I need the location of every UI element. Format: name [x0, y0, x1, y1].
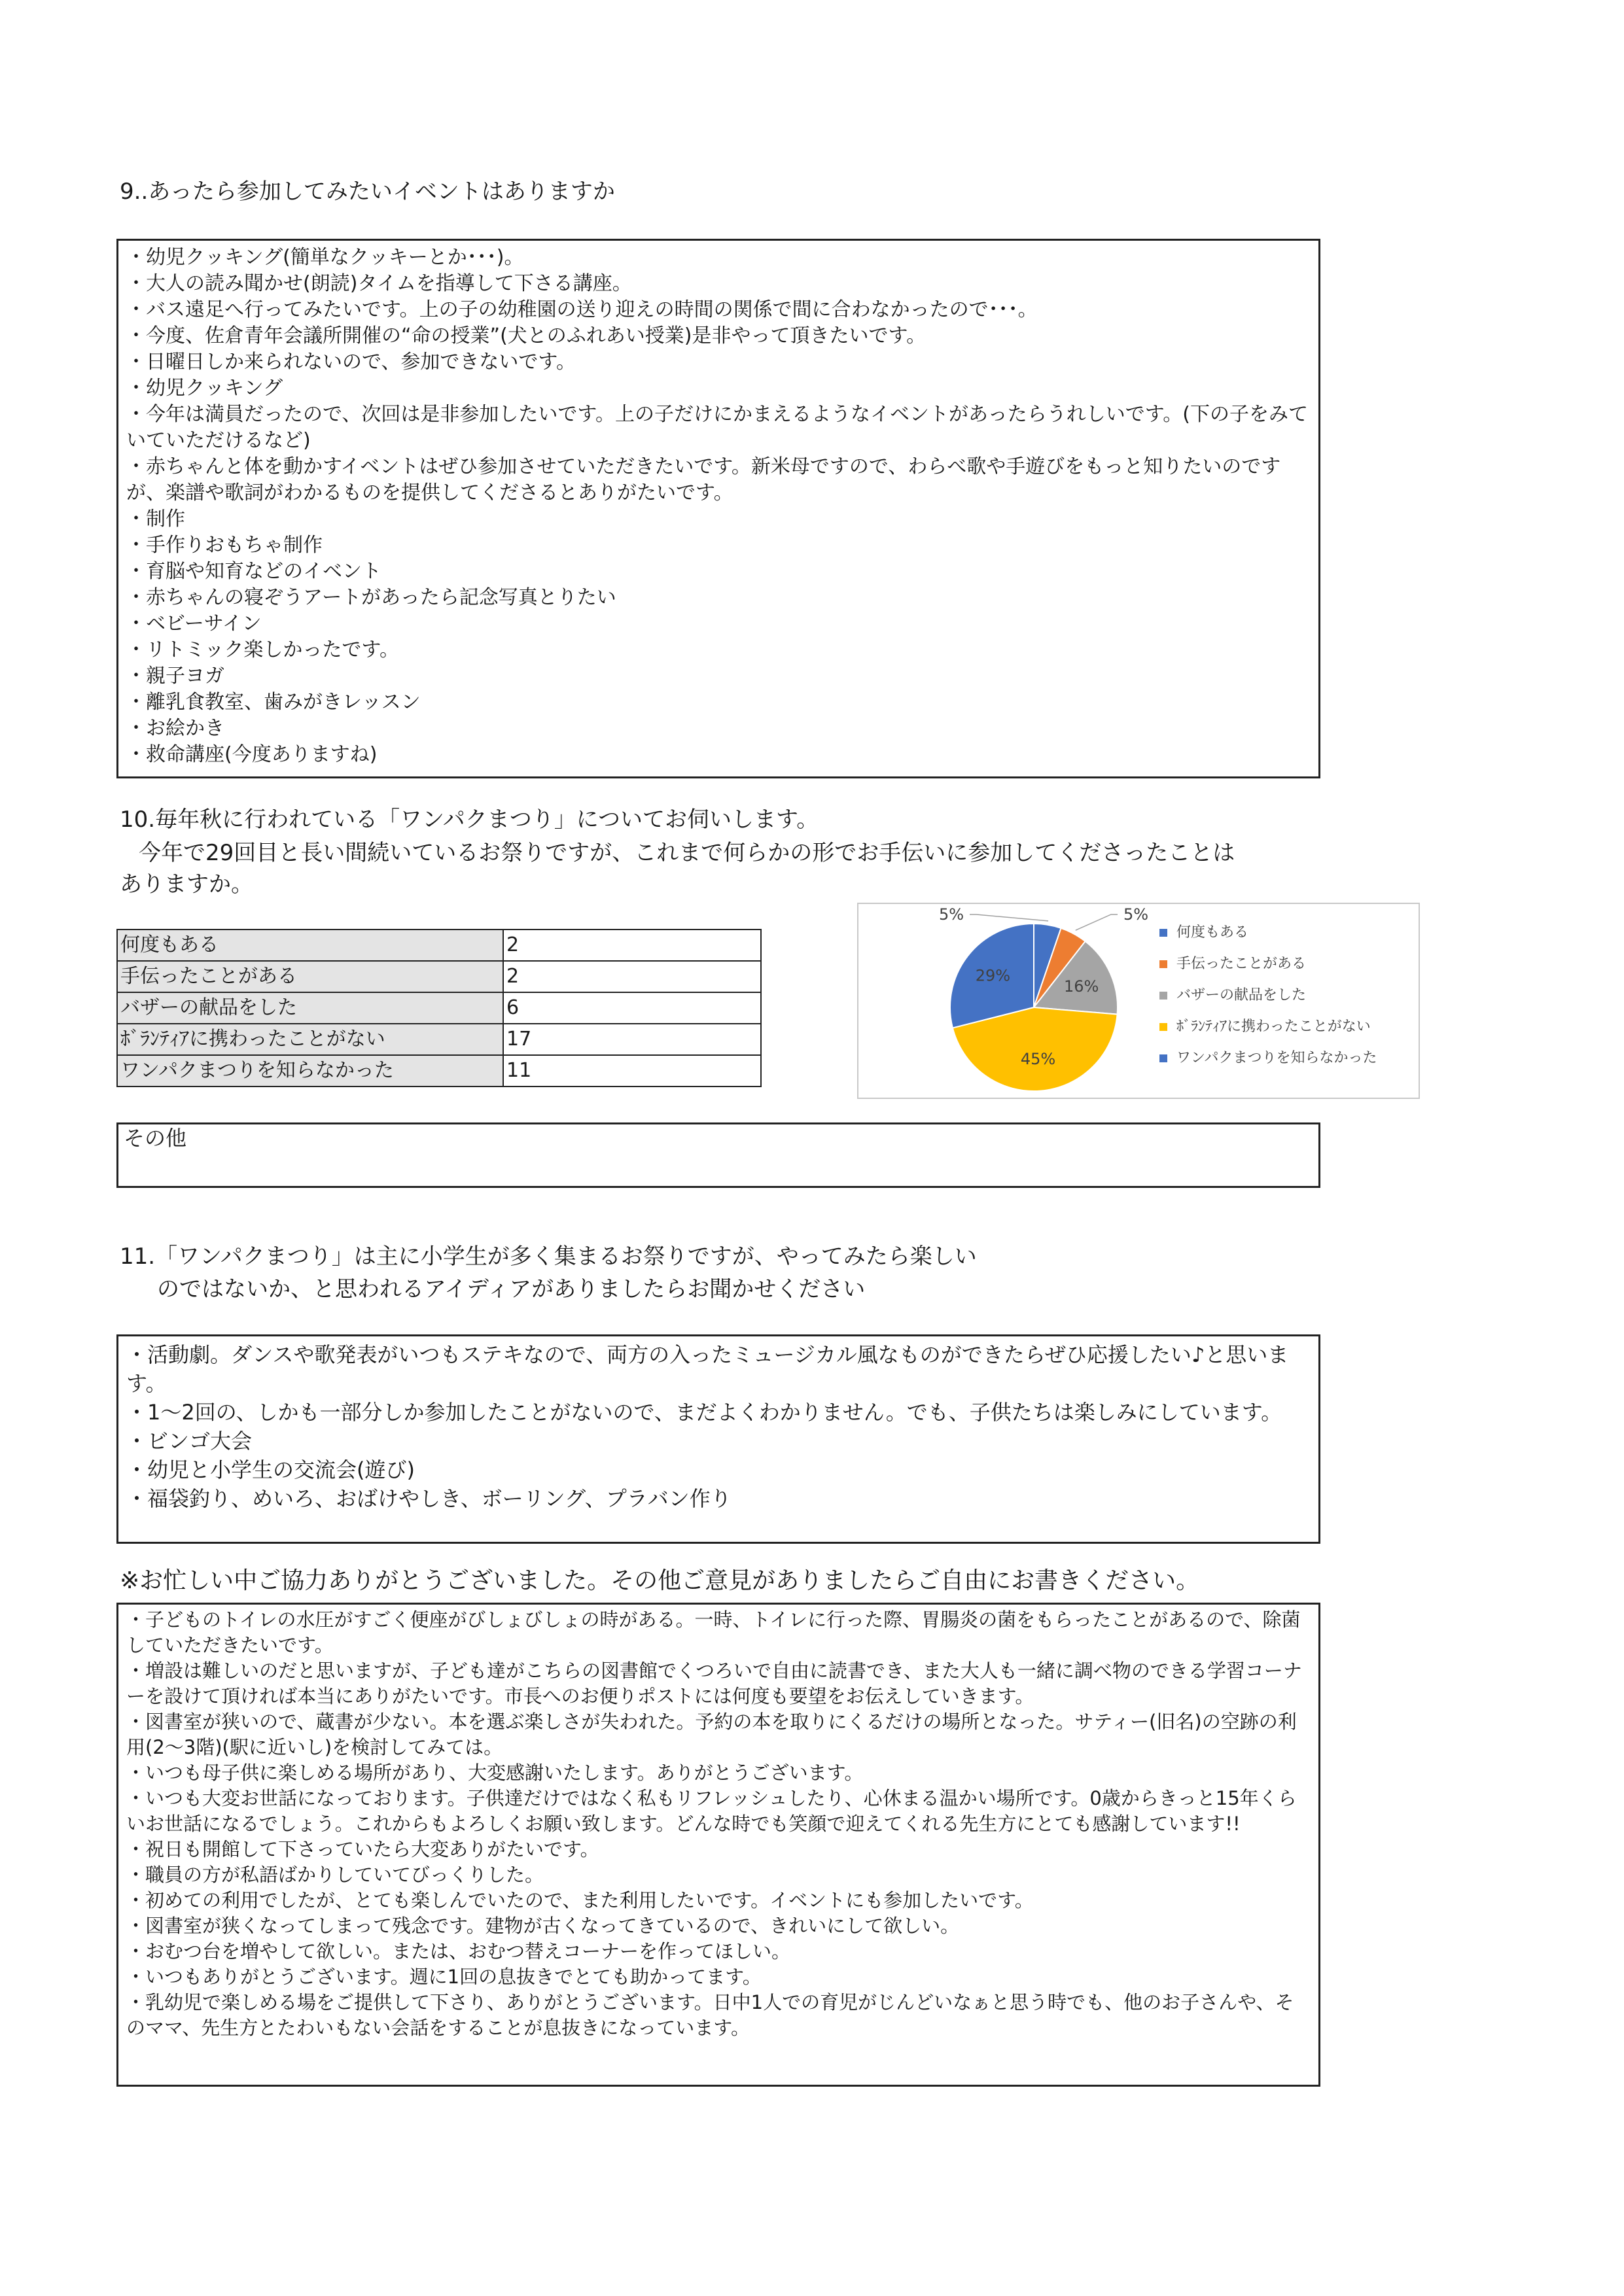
table-cell-label: 何度もある: [117, 930, 503, 961]
legend-item: [1159, 955, 1377, 973]
list-item: ・初めての利用でしたが、とても楽しんでいたので、また利用したいです。イベントにも参加したいです。: [126, 1889, 1034, 1911]
list-item: ・いつも母子供に楽しめる場所があり、大変感謝いたします。ありがとうございます。: [126, 1762, 864, 1784]
list-item: ・増設は難しいのだと思いますが、子ども達がこちらの図書館でくつろいで自由に読書でき、また大人も一緒に調べ物のできる学習コーナーを設けて頂ければ本当にありがたいです。市長へのお便りポストには何度も要望をお伝えしていきます。: [126, 1660, 1302, 1707]
q10-heading-line1: 10.毎年秋に行われている「ワンパクまつり」についてお伺いします。: [120, 807, 819, 833]
list-item: ・育脳や知育などのイベント: [126, 560, 381, 583]
table-cell-value: 11: [503, 1055, 761, 1087]
q11-heading-line1: 11.「ワンパクまつり」は主に小学生が多く集まるお祭りですが、やってみたら楽しい: [120, 1244, 977, 1270]
legend-label: ワンパクまつりを知らなかった: [1176, 1050, 1377, 1066]
table-cell-label: ﾎﾞﾗﾝﾃｨｱに携わったことがない: [117, 1024, 503, 1055]
table-row: [117, 992, 761, 1024]
list-item: ・1～2回の、しかも一部分しか参加したことがないので、まだよくわかりません。でも、子供たちは楽しみにしています。: [126, 1400, 1282, 1425]
list-item: ・幼児クッキング: [126, 377, 283, 400]
list-item: ・図書室が狭いので、蔵書が少ない。本を選ぶ楽しさが失われた。予約の本を取りにくるだけの場所となった。サティー(旧名)の空跡の利用(2～3階)(駅に近いし)を検討してみては。: [126, 1711, 1297, 1758]
q9-answer-list: [118, 241, 1318, 768]
legend-label: 何度もある: [1176, 924, 1249, 941]
q10-heading-line3: ありますか。: [120, 871, 253, 897]
list-item: ・制作: [126, 508, 185, 531]
pie-percent-label: 5%: [938, 905, 964, 924]
list-item: ・親子ヨガ: [126, 665, 224, 687]
q10-heading-line2: 今年で29回目と長い間続いているお祭りですが、これまで何らかの形でお手伝いに参加してくださったことは: [139, 840, 1235, 866]
q11-answer-box: [116, 1334, 1320, 1544]
other-label: その他: [124, 1126, 187, 1151]
list-item: ・職員の方が私語ばかりしていてびっくりした。: [126, 1864, 544, 1886]
list-item: ・赤ちゃんの寝ぞうアートがあったら記念写真とりたい: [126, 586, 616, 609]
table-cell-label: 手伝ったことがある: [117, 961, 503, 992]
table-row: [117, 1055, 761, 1087]
q11-answer-list: [118, 1336, 1318, 1513]
legend-label: 手伝ったことがある: [1176, 956, 1307, 972]
q11-heading-line2: のではないか、と思われるアイディアがありましたらお聞かせください: [157, 1276, 866, 1302]
list-item: ・日曜日しか来られないので、参加できないです。: [126, 351, 576, 374]
legend-label: ﾎﾞﾗﾝﾃｨｱに携わったことがない: [1176, 1018, 1371, 1035]
legend-label: バザーの献品をした: [1176, 987, 1307, 1003]
legend-swatch: [1159, 929, 1167, 937]
q10-pie-chart: [857, 903, 1420, 1099]
legend-item: [1159, 1049, 1377, 1068]
table-cell-value: 2: [503, 930, 761, 961]
pie-percent-label: 29%: [975, 966, 1011, 985]
list-item: ・いつもありがとうございます。週に1回の息抜きでとても助かってます。: [126, 1966, 762, 1988]
pie-percent-label: 16%: [1064, 977, 1099, 996]
closing-heading: ※お忙しい中ご協力ありがとうございました。その他ご意見がありましたらご自由にお書きください。: [120, 1567, 1200, 1594]
list-item: ・大人の読み聞かせ(朗読)タイムを指導して下さる講座。: [126, 272, 632, 295]
table-cell-value: 2: [503, 961, 761, 992]
legend-swatch: [1159, 1054, 1167, 1062]
q9-answer-box: [116, 239, 1320, 778]
pie-percent-label: 45%: [1020, 1050, 1056, 1069]
list-item: ・子どものトイレの水圧がすごく便座がびしょびしょの時がある。一時、トイレに行った際、胃腸炎の菌をもらったことがあるので、除菌していただきたいです。: [126, 1609, 1301, 1656]
list-item: ・幼児と小学生の交流会(遊び): [126, 1457, 415, 1482]
table-cell-label: ワンパクまつりを知らなかった: [117, 1055, 503, 1087]
list-item: ・手作りおもちゃ制作: [126, 534, 323, 557]
list-item: ・活動劇。ダンスや歌発表がいつもステキなので、両方の入ったミュージカル風なものができたらぜひ応援したい♪と思います。: [126, 1342, 1289, 1396]
table-row: [117, 1024, 761, 1055]
pie-leader-line: [1076, 914, 1118, 930]
legend-item: [1159, 1018, 1377, 1036]
table-cell-value: 6: [503, 992, 761, 1024]
legend-item: [1159, 986, 1377, 1005]
closing-answer-list: [118, 1605, 1318, 2041]
list-item: ・いつも大変お世話になっております。子供達だけではなく私もリフレッシュしたり、心休まる温かい場所です。0歳からきっと15年くらいお世話になるでしょう。これからもよろしくお願い致します。どんな時でも笑顔で迎えてくれる先生方にとても感謝しています!!: [126, 1787, 1297, 1835]
closing-answer-box: [116, 1603, 1320, 2087]
legend-item: [1159, 924, 1377, 942]
legend-swatch: [1159, 1023, 1167, 1031]
pie-leader-line: [970, 914, 1048, 921]
list-item: ・離乳食教室、歯みがきレッスン: [126, 691, 421, 714]
chart-legend: [1159, 924, 1377, 1081]
list-item: ・おむつ台を増やして欲しい。または、おむつ替えコーナーを作ってほしい。: [126, 1940, 791, 1962]
list-item: ・赤ちゃんと体を動かすイベントはぜひ参加させていただきたいです。新米母ですので、わらべ歌や手遊びをもっと知りたいのですが、楽譜や歌詞がわかるものを提供してくださるとありがたいです。: [126, 455, 1281, 504]
list-item: ・バス遠足へ行ってみたいです。上の子の幼稚園の送り迎えの時間の関係で間に合わなかったので･･･。: [126, 298, 1038, 321]
list-item: ・リトミック楽しかったです。: [126, 638, 399, 661]
legend-swatch: [1159, 960, 1167, 968]
table-row: [117, 930, 761, 961]
q10-other-box: [116, 1122, 1320, 1188]
list-item: ・ビンゴ大会: [126, 1429, 253, 1453]
table-cell-value: 17: [503, 1024, 761, 1055]
table-cell-label: バザーの献品をした: [117, 992, 503, 1024]
list-item: ・今度、佐倉青年会議所開催の“命の授業”(犬とのふれあい授業)是非やって頂きたいです。: [126, 324, 927, 347]
pie-percent-label: 5%: [1123, 905, 1149, 924]
list-item: ・図書室が狭くなってしまって残念です。建物が古くなってきているので、きれいにして欲しい。: [126, 1915, 960, 1937]
list-item: ・乳幼児で楽しめる場をご提供して下さり、ありがとうございます。日中1人での育児がじんどいなぁと思う時でも、他のお子さんや、そのママ、先生方とたわいもない会話をすることが息抜きになっています。: [126, 1991, 1294, 2039]
list-item: ・今年は満員だったので、次回は是非参加したいです。上の子だけにかまえるようなイベントがあったらうれしいです。(下の子をみていていただけるなど): [126, 403, 1309, 452]
list-item: ・祝日も開館して下さっていたら大変ありがたいです。: [126, 1838, 599, 1860]
list-item: ・福袋釣り、めいろ、おばけやしき、ボーリング、プラバン作り: [126, 1486, 732, 1511]
q9-heading: 9..あったら参加してみたいイベントはありますか: [120, 179, 615, 205]
legend-swatch: [1159, 992, 1167, 1000]
list-item: ・お絵かき: [126, 717, 224, 740]
q10-response-table: [116, 929, 762, 1087]
table-row: [117, 961, 761, 992]
list-item: ・救命講座(今度ありますね): [126, 743, 378, 766]
list-item: ・幼児クッキング(簡単なクッキーとか･･･)。: [126, 246, 524, 269]
list-item: ・ベビーサイン: [126, 612, 262, 635]
